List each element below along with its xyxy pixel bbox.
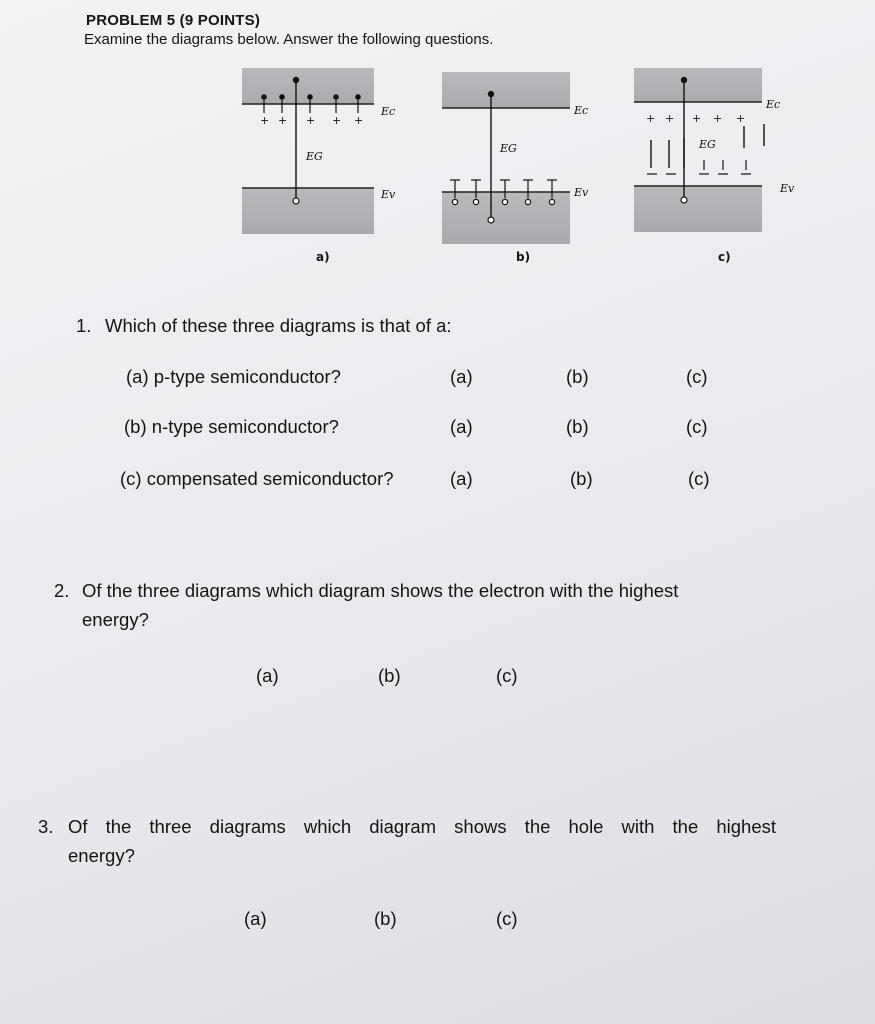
diagram-b (442, 72, 589, 244)
q1-row-compensated: (c) compensated semiconductor? (120, 468, 394, 489)
q3-option-a[interactable]: (a) (244, 908, 267, 929)
diagram-label-a: a) (316, 250, 330, 264)
band-diagrams (0, 0, 875, 270)
eg-label-a: EG (306, 150, 323, 163)
q3-number: 3. (38, 816, 54, 837)
svg-text:+: + (354, 114, 364, 127)
q2-number: 2. (54, 580, 70, 601)
ev-label-b: Ev (574, 186, 589, 199)
q2-option-a[interactable]: (a) (256, 665, 279, 686)
diagram-a (242, 68, 396, 234)
diagram-label-b: b) (516, 250, 531, 264)
q2-text-line2: energy? (82, 609, 149, 630)
diagram-label-c: c) (718, 250, 731, 264)
svg-text:+: + (278, 114, 288, 127)
instructions: Examine the diagrams below. Answer the following questions. (84, 31, 494, 48)
q1-ntype-option-a[interactable]: (a) (450, 416, 473, 437)
ev-label-a: Ev (381, 188, 396, 201)
electron-c (681, 77, 687, 83)
q2-option-b[interactable]: (b) (378, 665, 401, 686)
q1-compensated-option-b[interactable]: (b) (570, 468, 593, 489)
ec-label-a: Ec (381, 105, 396, 118)
problem-title: PROBLEM 5 (9 POINTS) (86, 12, 261, 29)
eg-label-b: EG (500, 142, 517, 155)
electron-a (293, 77, 299, 83)
q2-text-line1: Of the three diagrams which diagram shows the electron with the highest (82, 580, 679, 601)
eg-label-c: EG (699, 138, 716, 151)
svg-text:+: + (713, 112, 723, 125)
q1-compensated-option-c[interactable]: (c) (688, 468, 710, 489)
svg-text:+: + (332, 114, 342, 127)
svg-text:+: + (692, 112, 702, 125)
conduction-band-b (442, 72, 570, 108)
hole-c (681, 197, 687, 203)
q3-text-line1: Of the three diagrams which diagram shows the hole with the highest (68, 816, 776, 837)
donor-ions-a (260, 114, 363, 127)
q1-compensated-option-a[interactable]: (a) (450, 468, 473, 489)
q1-row-ptype: (a) p-type semiconductor? (126, 366, 341, 387)
q1-ntype-option-c[interactable]: (c) (686, 416, 708, 437)
q1-number: 1. (76, 315, 92, 336)
q3-option-c[interactable]: (c) (496, 908, 518, 929)
hole-b (488, 217, 494, 223)
svg-text:+: + (646, 112, 656, 125)
valence-band-a (242, 188, 374, 234)
hole-a (293, 198, 299, 204)
svg-text:+: + (306, 114, 316, 127)
ev-label-c: Ev (780, 182, 795, 195)
q1-text: Which of these three diagrams is that of a: (105, 315, 452, 336)
svg-text:+: + (665, 112, 675, 125)
donor-ions-c (646, 112, 745, 125)
q3-text-line2: energy? (68, 845, 135, 866)
diagram-c (634, 68, 795, 232)
q2-option-c[interactable]: (c) (496, 665, 518, 686)
ec-label-b: Ec (574, 104, 589, 117)
q3-option-b[interactable]: (b) (374, 908, 397, 929)
electron-b (488, 91, 494, 97)
conduction-band-c (634, 68, 762, 102)
q1-ptype-option-c[interactable]: (c) (686, 366, 708, 387)
q1-ptype-option-b[interactable]: (b) (566, 366, 589, 387)
q1-ptype-option-a[interactable]: (a) (450, 366, 473, 387)
q1-ntype-option-b[interactable]: (b) (566, 416, 589, 437)
svg-text:+: + (260, 114, 270, 127)
q1-row-ntype: (b) n-type semiconductor? (124, 416, 339, 437)
valence-band-c (634, 186, 762, 232)
acceptor-levels-c (647, 160, 751, 174)
svg-text:+: + (736, 112, 746, 125)
ec-label-c: Ec (766, 98, 781, 111)
